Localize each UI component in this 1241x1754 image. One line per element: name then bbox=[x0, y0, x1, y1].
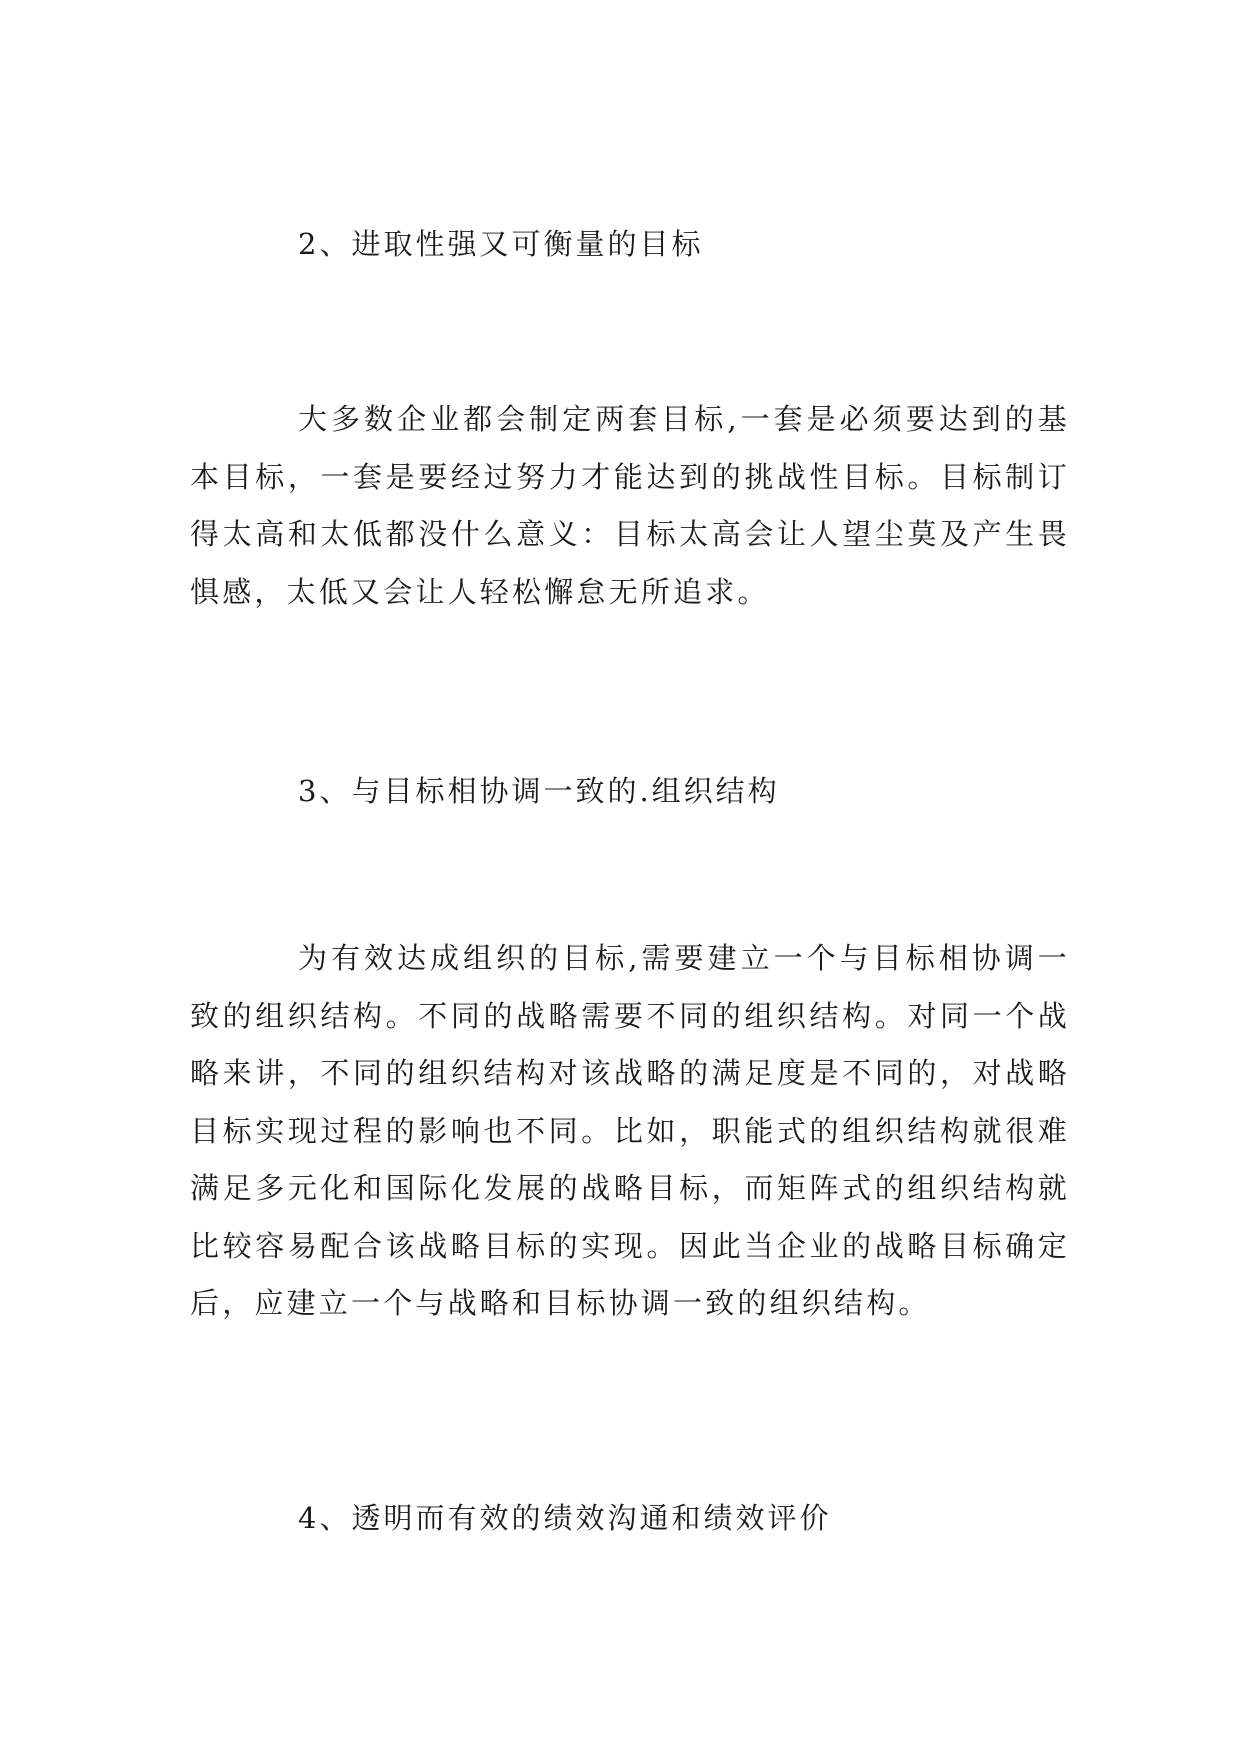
section-paragraph-2: 大多数企业都会制定两套目标,一套是必须要达到的基本目标，一套是要经过努力才能达到的挑战性目标。目标制订得太高和太低都没什么意义：目标太高会让人望尘莫及产生畏惧感，太低又会让人轻松懈怠无所追求。 bbox=[190, 402, 1070, 609]
section-heading-2: 2、进取性强又可衡量的目标 bbox=[298, 227, 704, 261]
section-paragraph-3: 为有效达成组织的目标,需要建立一个与目标相协调一致的组织结构。不同的战略需要不同的组织结构。对同一个战略来讲，不同的组织结构对该战略的满足度是不同的，对战略目标实现过程的影响也不同。比如，职能式的组织结构就很难满足多元化和国际化发展的战略目标，而矩阵式的组织结构就比较容易配合该战略目标的实现。因此当企业的战略目标确定后，应建立一个与战略和目标协调一致的组织结构。 bbox=[190, 941, 1070, 1320]
section-heading-4: 4、透明而有效的绩效沟通和绩效评价 bbox=[298, 1501, 832, 1535]
section-heading-3: 3、与目标相协调一致的.组织结构 bbox=[298, 774, 780, 808]
